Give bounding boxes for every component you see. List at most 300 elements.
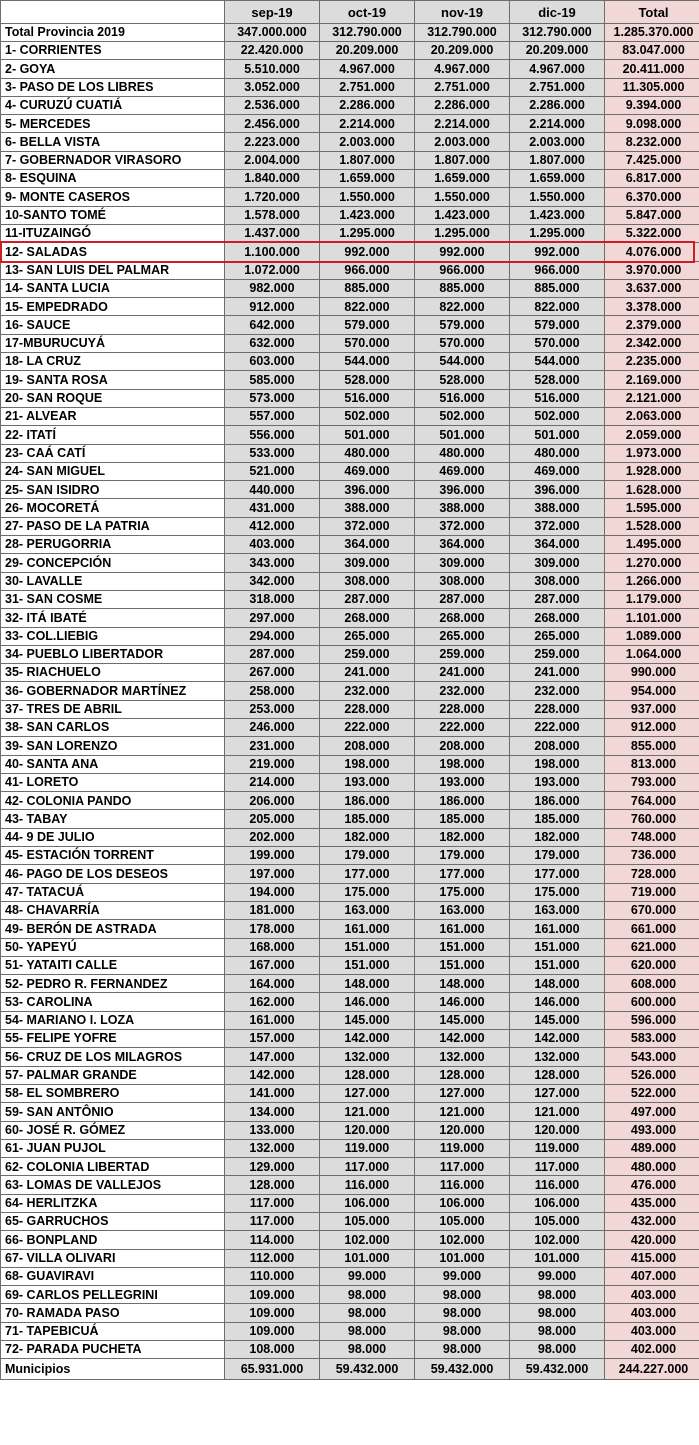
cell-sep: 206.000 xyxy=(225,792,320,810)
table-row xyxy=(1,828,699,846)
cell-nov: 480.000 xyxy=(415,444,510,462)
cell-sep: 132.000 xyxy=(225,1139,320,1157)
cell-total: 1.495.000 xyxy=(605,536,699,554)
municipios-total-row xyxy=(1,1359,699,1380)
municipality-name: 12- SALADAS xyxy=(1,243,225,261)
cell-nov: 570.000 xyxy=(415,334,510,352)
cell-oct: 177.000 xyxy=(320,865,415,883)
cell-sep: 117.000 xyxy=(225,1213,320,1231)
cell-oct: 117.000 xyxy=(320,1158,415,1176)
municipality-name: 25- SAN ISIDRO xyxy=(1,481,225,499)
municipality-name: 28- PERUGORRIA xyxy=(1,536,225,554)
cell-nov: 102.000 xyxy=(415,1231,510,1249)
cell-sep: 205.000 xyxy=(225,810,320,828)
cell-nov: 151.000 xyxy=(415,938,510,956)
cell-total: 407.000 xyxy=(605,1267,699,1285)
cell-dic: 309.000 xyxy=(510,554,605,572)
cell-dic: 121.000 xyxy=(510,1103,605,1121)
table-row xyxy=(1,334,699,352)
cell-oct: 175.000 xyxy=(320,883,415,901)
cell-dic: 101.000 xyxy=(510,1249,605,1267)
cell-sep: 246.000 xyxy=(225,718,320,736)
cell-sep: 197.000 xyxy=(225,865,320,883)
cell-oct: 480.000 xyxy=(320,444,415,462)
cell-total: 6.817.000 xyxy=(605,170,699,188)
table-row xyxy=(1,1322,699,1340)
cell-dic: 128.000 xyxy=(510,1066,605,1084)
total-provincia-row xyxy=(1,24,699,42)
table-row xyxy=(1,664,699,682)
municipality-name: 63- LOMAS DE VALLEJOS xyxy=(1,1176,225,1194)
table-row xyxy=(1,462,699,480)
cell-sep: 178.000 xyxy=(225,920,320,938)
municipality-name: 50- YAPEYÚ xyxy=(1,938,225,956)
cell-oct: 98.000 xyxy=(320,1286,415,1304)
cell-sep: 129.000 xyxy=(225,1158,320,1176)
cell-nov: 105.000 xyxy=(415,1213,510,1231)
cell-oct: 364.000 xyxy=(320,536,415,554)
cell-sep: 3.052.000 xyxy=(225,78,320,96)
cell-sep: 403.000 xyxy=(225,536,320,554)
cell-total: 403.000 xyxy=(605,1322,699,1340)
table-row xyxy=(1,371,699,389)
municipality-name: 43- TABAY xyxy=(1,810,225,828)
cell-sep: 141.000 xyxy=(225,1084,320,1102)
cell-oct: 4.967.000 xyxy=(320,60,415,78)
cell-dic: 148.000 xyxy=(510,975,605,993)
cell-oct: 98.000 xyxy=(320,1341,415,1359)
cell-oct: 182.000 xyxy=(320,828,415,846)
cell-sep: 982.000 xyxy=(225,279,320,297)
cell-oct: 179.000 xyxy=(320,847,415,865)
cell-dic: 502.000 xyxy=(510,407,605,425)
municipality-name: 54- MARIANO I. LOZA xyxy=(1,1011,225,1029)
cell-total: 403.000 xyxy=(605,1286,699,1304)
cell-nov: 228.000 xyxy=(415,700,510,718)
cell-dic: 142.000 xyxy=(510,1030,605,1048)
cell-dic: 98.000 xyxy=(510,1304,605,1322)
table-row xyxy=(1,481,699,499)
table-row xyxy=(1,188,699,206)
cell-oct: 208.000 xyxy=(320,737,415,755)
cell-oct: 579.000 xyxy=(320,316,415,334)
cell-sep: 22.420.000 xyxy=(225,42,320,60)
cell-nov: 966.000 xyxy=(415,261,510,279)
cell-oct: 516.000 xyxy=(320,389,415,407)
cell-nov: 132.000 xyxy=(415,1048,510,1066)
cell-dic: 20.209.000 xyxy=(510,42,605,60)
cell-oct: 372.000 xyxy=(320,517,415,535)
cell-total: 1.973.000 xyxy=(605,444,699,462)
table-row xyxy=(1,847,699,865)
municipality-name: 13- SAN LUIS DEL PALMAR xyxy=(1,261,225,279)
column-header-sep: sep-19 xyxy=(225,1,320,24)
municipality-name: 42- COLONIA PANDO xyxy=(1,792,225,810)
cell-oct: 132.000 xyxy=(320,1048,415,1066)
table-row xyxy=(1,993,699,1011)
cell-dic: 127.000 xyxy=(510,1084,605,1102)
table-row xyxy=(1,42,699,60)
cell-nov: 146.000 xyxy=(415,993,510,1011)
municipality-name: 57- PALMAR GRANDE xyxy=(1,1066,225,1084)
cell-dic: 99.000 xyxy=(510,1267,605,1285)
cell-nov: 388.000 xyxy=(415,499,510,517)
cell-total: 9.394.000 xyxy=(605,96,699,114)
municipality-name: 39- SAN LORENZO xyxy=(1,737,225,755)
cell-sep: 202.000 xyxy=(225,828,320,846)
cell-sep: 1.100.000 xyxy=(225,243,320,261)
cell-oct: 116.000 xyxy=(320,1176,415,1194)
cell-sep: 147.000 xyxy=(225,1048,320,1066)
cell-sep: 1.840.000 xyxy=(225,170,320,188)
table-row xyxy=(1,60,699,78)
cell-total: 7.425.000 xyxy=(605,151,699,169)
municipality-name: 71- TAPEBICUÁ xyxy=(1,1322,225,1340)
cell-total: 2.169.000 xyxy=(605,371,699,389)
cell-dic: 105.000 xyxy=(510,1213,605,1231)
municipality-name: 48- CHAVARRÍA xyxy=(1,901,225,919)
column-header-dic: dic-19 xyxy=(510,1,605,24)
cell-oct: 161.000 xyxy=(320,920,415,938)
cell-nov: 142.000 xyxy=(415,1030,510,1048)
municipality-name: 61- JUAN PUJOL xyxy=(1,1139,225,1157)
cell-total: 583.000 xyxy=(605,1030,699,1048)
cell-total: 954.000 xyxy=(605,682,699,700)
cell-oct: 885.000 xyxy=(320,279,415,297)
cell-oct: 101.000 xyxy=(320,1249,415,1267)
table-row xyxy=(1,554,699,572)
table-row xyxy=(1,1194,699,1212)
cell-oct: 128.000 xyxy=(320,1066,415,1084)
cell-dic: 1.659.000 xyxy=(510,170,605,188)
table-row xyxy=(1,499,699,517)
municipality-name: 60- JOSÉ R. GÓMEZ xyxy=(1,1121,225,1139)
municipality-name: 69- CARLOS PELLEGRINI xyxy=(1,1286,225,1304)
cell-sep: 161.000 xyxy=(225,1011,320,1029)
cell-total: 1.928.000 xyxy=(605,462,699,480)
table-row xyxy=(1,810,699,828)
cell-dic: 469.000 xyxy=(510,462,605,480)
cell-nov: 544.000 xyxy=(415,353,510,371)
municipality-name: 34- PUEBLO LIBERTADOR xyxy=(1,645,225,663)
cell-total: 670.000 xyxy=(605,901,699,919)
cell-dic: 1.295.000 xyxy=(510,224,605,242)
municipality-name: 8- ESQUINA xyxy=(1,170,225,188)
total-provincia-dic: 312.790.000 xyxy=(510,24,605,42)
cell-oct: 102.000 xyxy=(320,1231,415,1249)
cell-dic: 2.003.000 xyxy=(510,133,605,151)
cell-oct: 268.000 xyxy=(320,609,415,627)
cell-sep: 110.000 xyxy=(225,1267,320,1285)
cell-nov: 268.000 xyxy=(415,609,510,627)
cell-oct: 822.000 xyxy=(320,298,415,316)
cell-dic: 268.000 xyxy=(510,609,605,627)
municipality-name: 26- MOCORETÁ xyxy=(1,499,225,517)
table-row xyxy=(1,883,699,901)
cell-sep: 287.000 xyxy=(225,645,320,663)
table-row xyxy=(1,645,699,663)
table-row xyxy=(1,206,699,224)
municipality-name: 22- ITATÍ xyxy=(1,426,225,444)
municipality-name: 64- HERLITZKA xyxy=(1,1194,225,1212)
cell-total: 1.270.000 xyxy=(605,554,699,572)
municipality-name: 11-ITUZAINGÓ xyxy=(1,224,225,242)
cell-dic: 308.000 xyxy=(510,572,605,590)
cell-oct: 1.807.000 xyxy=(320,151,415,169)
cell-dic: 822.000 xyxy=(510,298,605,316)
cell-sep: 133.000 xyxy=(225,1121,320,1139)
cell-total: 2.059.000 xyxy=(605,426,699,444)
cell-total: 5.847.000 xyxy=(605,206,699,224)
cell-dic: 544.000 xyxy=(510,353,605,371)
municipality-name: 4- CURUZÚ CUATIÁ xyxy=(1,96,225,114)
cell-dic: 1.550.000 xyxy=(510,188,605,206)
cell-nov: 1.659.000 xyxy=(415,170,510,188)
municipality-name: 19- SANTA ROSA xyxy=(1,371,225,389)
cell-total: 793.000 xyxy=(605,773,699,791)
cell-total: 2.121.000 xyxy=(605,389,699,407)
table-row xyxy=(1,975,699,993)
municipality-name: 3- PASO DE LOS LIBRES xyxy=(1,78,225,96)
cell-oct: 98.000 xyxy=(320,1304,415,1322)
cell-sep: 253.000 xyxy=(225,700,320,718)
cell-sep: 167.000 xyxy=(225,956,320,974)
cell-oct: 146.000 xyxy=(320,993,415,1011)
cell-nov: 259.000 xyxy=(415,645,510,663)
cell-sep: 194.000 xyxy=(225,883,320,901)
table-row xyxy=(1,170,699,188)
table-row xyxy=(1,536,699,554)
cell-nov: 116.000 xyxy=(415,1176,510,1194)
table-row xyxy=(1,279,699,297)
municipality-name: 21- ALVEAR xyxy=(1,407,225,425)
cell-total: 1.266.000 xyxy=(605,572,699,590)
table-row xyxy=(1,78,699,96)
cell-oct: 99.000 xyxy=(320,1267,415,1285)
municipality-name: 30- LAVALLE xyxy=(1,572,225,590)
cell-sep: 109.000 xyxy=(225,1304,320,1322)
cell-total: 8.232.000 xyxy=(605,133,699,151)
table-row xyxy=(1,1121,699,1139)
cell-total: 764.000 xyxy=(605,792,699,810)
cell-oct: 309.000 xyxy=(320,554,415,572)
table-row xyxy=(1,261,699,279)
table-row xyxy=(1,920,699,938)
cell-sep: 1.437.000 xyxy=(225,224,320,242)
table-row xyxy=(1,517,699,535)
municipality-name: 66- BONPLAND xyxy=(1,1231,225,1249)
cell-oct: 148.000 xyxy=(320,975,415,993)
cell-total: 4.076.000 xyxy=(605,243,699,261)
cell-sep: 2.223.000 xyxy=(225,133,320,151)
table-row xyxy=(1,1011,699,1029)
cell-sep: 2.004.000 xyxy=(225,151,320,169)
table-row xyxy=(1,298,699,316)
municipality-name: 29- CONCEPCIÓN xyxy=(1,554,225,572)
table-row xyxy=(1,426,699,444)
cell-total: 855.000 xyxy=(605,737,699,755)
cell-oct: 120.000 xyxy=(320,1121,415,1139)
cell-oct: 287.000 xyxy=(320,590,415,608)
cell-sep: 109.000 xyxy=(225,1286,320,1304)
table-row xyxy=(1,1249,699,1267)
cell-nov: 2.751.000 xyxy=(415,78,510,96)
table-row xyxy=(1,444,699,462)
cell-dic: 175.000 xyxy=(510,883,605,901)
cell-dic: 372.000 xyxy=(510,517,605,535)
cell-total: 2.379.000 xyxy=(605,316,699,334)
cell-sep: 533.000 xyxy=(225,444,320,462)
cell-total: 476.000 xyxy=(605,1176,699,1194)
cell-sep: 214.000 xyxy=(225,773,320,791)
cell-total: 420.000 xyxy=(605,1231,699,1249)
cell-sep: 632.000 xyxy=(225,334,320,352)
table-row xyxy=(1,938,699,956)
cell-nov: 208.000 xyxy=(415,737,510,755)
cell-dic: 2.214.000 xyxy=(510,115,605,133)
table-row xyxy=(1,956,699,974)
cell-oct: 145.000 xyxy=(320,1011,415,1029)
cell-dic: 98.000 xyxy=(510,1341,605,1359)
table-row xyxy=(1,96,699,114)
cell-sep: 556.000 xyxy=(225,426,320,444)
municipality-name: 20- SAN ROQUE xyxy=(1,389,225,407)
column-header-oct: oct-19 xyxy=(320,1,415,24)
table-row xyxy=(1,609,699,627)
cell-sep: 108.000 xyxy=(225,1341,320,1359)
cell-total: 1.101.000 xyxy=(605,609,699,627)
municipality-name: 9- MONTE CASEROS xyxy=(1,188,225,206)
cell-total: 2.342.000 xyxy=(605,334,699,352)
cell-oct: 142.000 xyxy=(320,1030,415,1048)
municipality-name: 41- LORETO xyxy=(1,773,225,791)
cell-nov: 1.423.000 xyxy=(415,206,510,224)
cell-sep: 294.000 xyxy=(225,627,320,645)
municipality-name: 47- TATACUÁ xyxy=(1,883,225,901)
cell-oct: 2.751.000 xyxy=(320,78,415,96)
cell-dic: 117.000 xyxy=(510,1158,605,1176)
municipality-name: 7- GOBERNADOR VIRASORO xyxy=(1,151,225,169)
cell-oct: 992.000 xyxy=(320,243,415,261)
cell-sep: 181.000 xyxy=(225,901,320,919)
cell-sep: 157.000 xyxy=(225,1030,320,1048)
table-row xyxy=(1,718,699,736)
cell-oct: 528.000 xyxy=(320,371,415,389)
cell-total: 5.322.000 xyxy=(605,224,699,242)
cell-dic: 98.000 xyxy=(510,1286,605,1304)
cell-nov: 372.000 xyxy=(415,517,510,535)
cell-total: 3.970.000 xyxy=(605,261,699,279)
municipality-name: 10-SANTO TOMÉ xyxy=(1,206,225,224)
cell-dic: 193.000 xyxy=(510,773,605,791)
cell-total: 403.000 xyxy=(605,1304,699,1322)
cell-dic: 186.000 xyxy=(510,792,605,810)
cell-nov: 2.003.000 xyxy=(415,133,510,151)
cell-total: 415.000 xyxy=(605,1249,699,1267)
cell-sep: 573.000 xyxy=(225,389,320,407)
cell-sep: 117.000 xyxy=(225,1194,320,1212)
table-row xyxy=(1,1304,699,1322)
cell-oct: 2.214.000 xyxy=(320,115,415,133)
cell-dic: 1.807.000 xyxy=(510,151,605,169)
table-row xyxy=(1,1176,699,1194)
cell-nov: 127.000 xyxy=(415,1084,510,1102)
cell-sep: 267.000 xyxy=(225,664,320,682)
cell-sep: 219.000 xyxy=(225,755,320,773)
cell-sep: 162.000 xyxy=(225,993,320,1011)
cell-sep: 231.000 xyxy=(225,737,320,755)
cell-oct: 570.000 xyxy=(320,334,415,352)
cell-oct: 186.000 xyxy=(320,792,415,810)
cell-dic: 232.000 xyxy=(510,682,605,700)
cell-nov: 163.000 xyxy=(415,901,510,919)
municipality-name: 1- CORRIENTES xyxy=(1,42,225,60)
cell-total: 402.000 xyxy=(605,1341,699,1359)
cell-dic: 102.000 xyxy=(510,1231,605,1249)
cell-sep: 1.720.000 xyxy=(225,188,320,206)
cell-sep: 1.578.000 xyxy=(225,206,320,224)
table-row xyxy=(1,1158,699,1176)
municipality-name: 65- GARRUCHOS xyxy=(1,1213,225,1231)
cell-total: 1.595.000 xyxy=(605,499,699,517)
cell-oct: 388.000 xyxy=(320,499,415,517)
cell-dic: 259.000 xyxy=(510,645,605,663)
table-row xyxy=(1,115,699,133)
cell-sep: 258.000 xyxy=(225,682,320,700)
municipality-name: 59- SAN ANTÔNIO xyxy=(1,1103,225,1121)
cell-total: 620.000 xyxy=(605,956,699,974)
cell-nov: 98.000 xyxy=(415,1341,510,1359)
cell-sep: 585.000 xyxy=(225,371,320,389)
cell-nov: 175.000 xyxy=(415,883,510,901)
municipality-name: 5- MERCEDES xyxy=(1,115,225,133)
cell-nov: 106.000 xyxy=(415,1194,510,1212)
cell-nov: 222.000 xyxy=(415,718,510,736)
table-row xyxy=(1,590,699,608)
municipality-name: 46- PAGO DE LOS DESEOS xyxy=(1,865,225,883)
table-row xyxy=(1,1066,699,1084)
cell-sep: 114.000 xyxy=(225,1231,320,1249)
municipality-name: 44- 9 DE JULIO xyxy=(1,828,225,846)
cell-dic: 222.000 xyxy=(510,718,605,736)
cell-sep: 1.072.000 xyxy=(225,261,320,279)
cell-nov: 20.209.000 xyxy=(415,42,510,60)
cell-oct: 106.000 xyxy=(320,1194,415,1212)
table-row xyxy=(1,901,699,919)
municipios-sep: 65.931.000 xyxy=(225,1359,320,1380)
cell-nov: 121.000 xyxy=(415,1103,510,1121)
cell-nov: 516.000 xyxy=(415,389,510,407)
cell-total: 990.000 xyxy=(605,664,699,682)
table-row xyxy=(1,865,699,883)
cell-dic: 228.000 xyxy=(510,700,605,718)
table-row xyxy=(1,700,699,718)
cell-total: 596.000 xyxy=(605,1011,699,1029)
cell-nov: 151.000 xyxy=(415,956,510,974)
cell-oct: 1.423.000 xyxy=(320,206,415,224)
table-row xyxy=(1,1139,699,1157)
cell-dic: 182.000 xyxy=(510,828,605,846)
cell-sep: 5.510.000 xyxy=(225,60,320,78)
cell-nov: 120.000 xyxy=(415,1121,510,1139)
municipality-name: 68- GUAVIRAVI xyxy=(1,1267,225,1285)
total-provincia-nov: 312.790.000 xyxy=(415,24,510,42)
cell-total: 661.000 xyxy=(605,920,699,938)
table-row xyxy=(1,792,699,810)
cell-total: 1.064.000 xyxy=(605,645,699,663)
municipality-name: 33- COL.LIEBIG xyxy=(1,627,225,645)
cell-sep: 112.000 xyxy=(225,1249,320,1267)
